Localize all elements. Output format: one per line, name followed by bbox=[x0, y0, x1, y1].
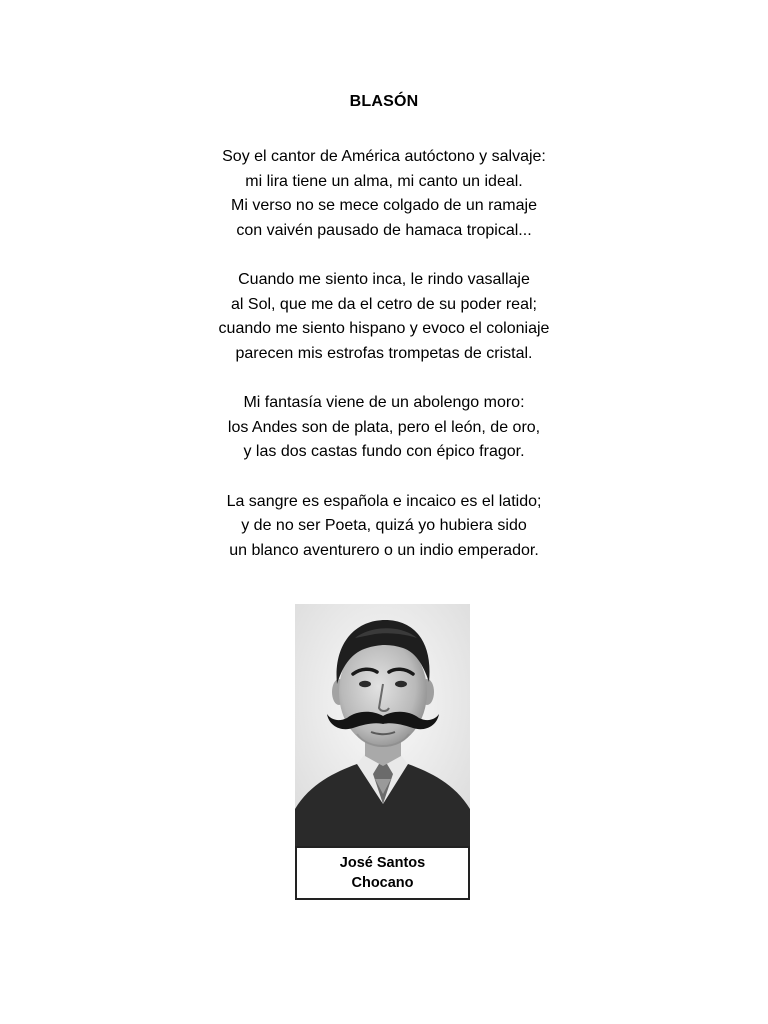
poem-line: Soy el cantor de América autóctono y salvaje: bbox=[222, 148, 546, 165]
poem-stanza bbox=[0, 490, 768, 564]
poem-line: al Sol, que me da el cetro de su poder real; bbox=[231, 295, 537, 313]
portrait-illustration bbox=[295, 604, 470, 846]
poem-line: los Andes son de plata, pero el león, de oro, bbox=[227, 418, 541, 436]
poem-line: y las dos castas fundo con épico fragor. bbox=[243, 443, 525, 460]
poem-stanza bbox=[0, 268, 768, 366]
poem-line: Mi fantasía viene de un abolengo moro: bbox=[243, 394, 525, 411]
poem-line: mi lira tiene un alma, mi canto un ideal. bbox=[245, 172, 523, 190]
poem-line: La sangre es española e incaico es el latido; bbox=[226, 492, 542, 510]
poem-body bbox=[0, 145, 768, 588]
poem-line: Cuando me siento inca, le rindo vasallaje bbox=[238, 271, 530, 288]
poem-line: parecen mis estrofas trompetas de cristal. bbox=[235, 344, 533, 362]
poem-line: con vaivén pausado de hamaca tropical... bbox=[236, 221, 532, 239]
poem-line: cuando me siento hispano y evoco el coloniaje bbox=[218, 320, 550, 337]
author-portrait-image bbox=[295, 604, 470, 846]
caption-line: Chocano bbox=[351, 875, 414, 891]
poem-line: un blanco aventurero o un indio emperador. bbox=[229, 541, 539, 559]
poem-stanza bbox=[0, 145, 768, 243]
poem-line: Mi verso no se mece colgado de un ramaje bbox=[231, 197, 537, 214]
poem-title: BLASÓN bbox=[349, 93, 419, 110]
poem-line: y de no ser Poeta, quizá yo hubiera sido bbox=[241, 517, 527, 534]
poem-stanza bbox=[0, 391, 768, 465]
portrait-caption bbox=[295, 846, 470, 900]
caption-line: José Santos bbox=[339, 855, 426, 871]
